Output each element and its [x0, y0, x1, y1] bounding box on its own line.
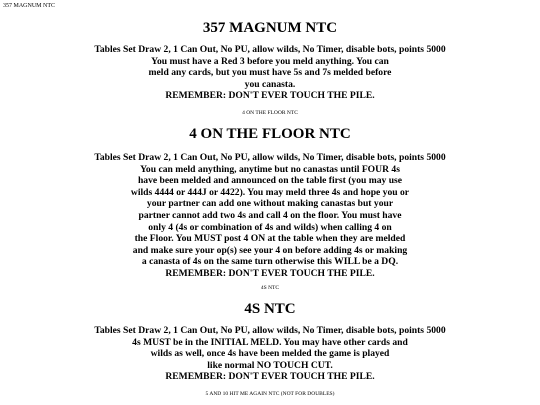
rule-line: partner cannot add two 4s and call 4 on the floor. You must have	[138, 209, 402, 221]
rule-line: Tables Set Draw 2, 1 Can Out, No PU, allow wilds, No Timer, disable bots, points 5000	[94, 325, 446, 336]
rule-line: only 4 (4s or combination of 4s and wilds) when calling 4 on	[148, 221, 392, 233]
rule-line: you canasta.	[244, 78, 296, 90]
rule-line: You must have a Red 3 before you meld anything. You can	[151, 55, 389, 67]
anchor-label-5-and-10-hit-me-again: 5 AND 10 HIT ME AGAIN NTC (NOT FOR DOUBLES)	[205, 391, 335, 397]
section-rules-357-magnum	[0, 44, 540, 102]
rule-line: Tables Set Draw 2, 1 Can Out, No PU, allow wilds, No Timer, disable bots, points 5000	[94, 44, 446, 55]
section-title-4s: 4S NTC	[244, 301, 296, 317]
rule-line: Tables Set Draw 2, 1 Can Out, No PU, allow wilds, No Timer, disable bots, points 5000	[94, 152, 446, 163]
rule-line: like normal NO TOUCH CUT.	[207, 359, 333, 371]
rule-line: your partner can add one without making canastas but your	[146, 198, 394, 210]
section-title-4-on-the-floor: 4 ON THE FLOOR NTC	[189, 126, 351, 142]
rule-line: wilds as well, once 4s have been melded the game is played	[150, 348, 390, 360]
rule-line: and make sure your op(s) see your 4 on before adding 4s or making	[132, 244, 408, 256]
rule-line: the Floor. You MUST post 4 ON at the table when they are melded	[134, 233, 406, 245]
rule-line: meld any cards, but you must have 5s and 7s melded before	[148, 67, 392, 79]
anchor-label-4-on-the-floor: 4 ON THE FLOOR NTC	[242, 110, 298, 116]
rule-line: REMEMBER: DON'T EVER TOUCH THE PILE.	[165, 267, 375, 279]
rule-line: wilds 4444 or 444J or 4422). You may meld three 4s and hope you or	[130, 186, 410, 198]
rule-line: a canasta of 4s on the same turn otherwise this WILL be a DQ.	[141, 256, 399, 268]
rule-line: 4s MUST be in the INITIAL MELD. You may have other cards and	[132, 336, 408, 348]
section-title-357-magnum: 357 MAGNUM NTC	[202, 20, 338, 36]
rule-line: REMEMBER: DON'T EVER TOUCH THE PILE.	[165, 90, 375, 102]
section-rules-4-on-the-floor	[0, 152, 540, 280]
rule-line: have been melded and announced on the table first (you may use	[137, 175, 403, 187]
anchor-label-4s: 4S NTC	[260, 285, 280, 291]
rule-line: REMEMBER: DON'T EVER TOUCH THE PILE.	[165, 371, 375, 383]
rule-line: You can meld anything, anytime but no canastas until FOUR 4s	[140, 163, 400, 175]
section-rules-4s	[0, 325, 540, 383]
page-label: 357 MAGNUM NTC	[3, 3, 56, 9]
